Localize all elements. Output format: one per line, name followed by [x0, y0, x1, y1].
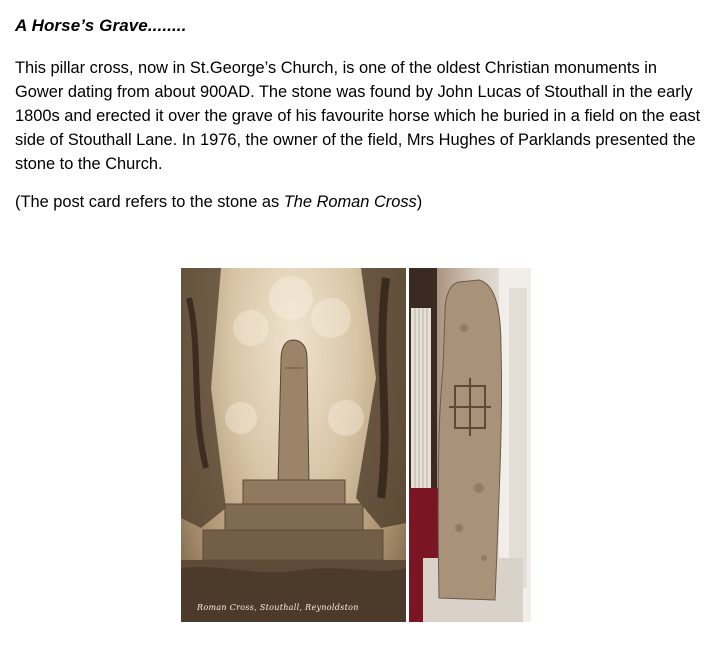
note-emphasis: The Roman Cross	[283, 193, 417, 211]
church-illustration	[409, 268, 531, 622]
postcard-caption: Roman Cross, Stouthall, Reynoldston	[197, 603, 359, 612]
note-suffix: )	[416, 193, 423, 211]
postcard-photo	[181, 268, 406, 622]
page-title: A Horse’s Grave........	[15, 16, 187, 35]
body-paragraph: This pillar cross, now in St.George’s Church, is one of the oldest Christian monuments in Gower dating from about 900AD. The stone was found by John Lucas of Stouthall in the early 1800s and erected it over the grave of his favourite horse which he buried in a field on the east side of Stouthall Lane. In 1976, the owner of the field, Mrs Hughes of Parklands presented the stone to the Church.	[15, 59, 701, 173]
postcard-illustration	[181, 268, 406, 622]
church-photo	[409, 268, 531, 622]
note-paragraph	[15, 191, 422, 213]
note-prefix: (The post card refers to the stone as	[15, 193, 284, 211]
